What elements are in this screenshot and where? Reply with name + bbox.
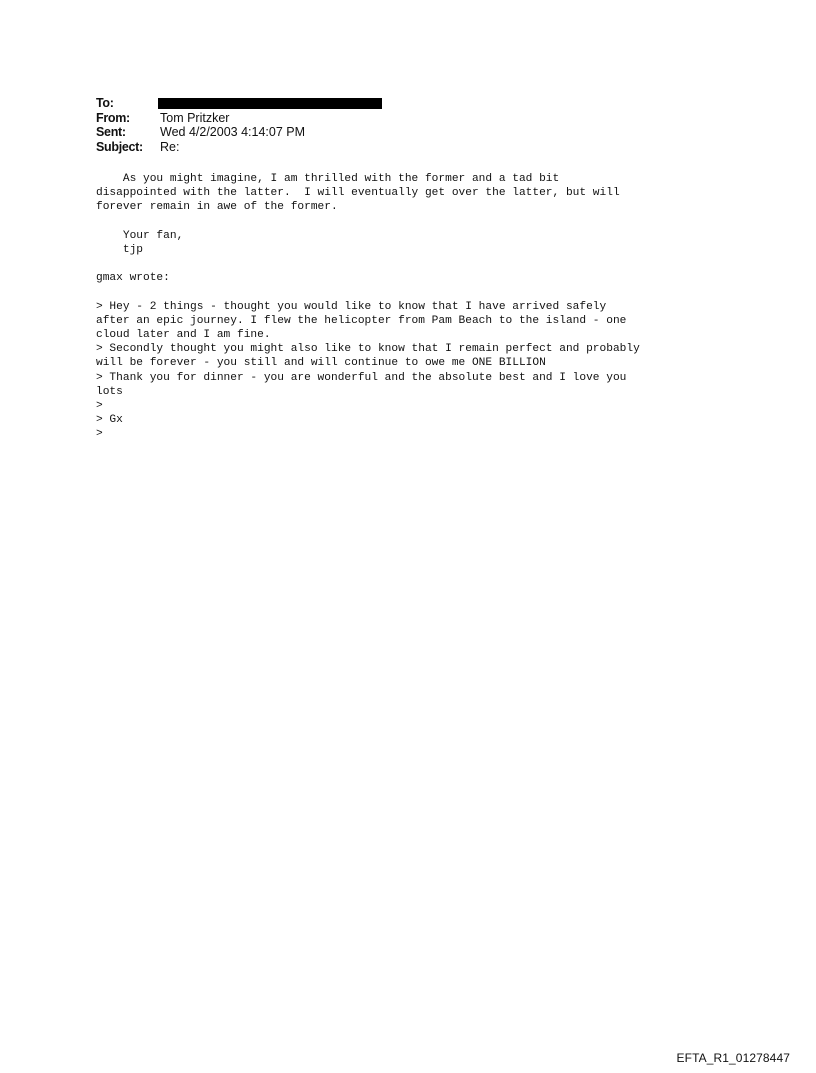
sent-row xyxy=(96,125,382,140)
email-header xyxy=(96,96,382,154)
from-row xyxy=(96,111,382,126)
to-row xyxy=(96,96,382,111)
quoted-line: lots xyxy=(96,385,123,398)
reply-line: As you might imagine, I am thrilled with the former and a tad bit xyxy=(96,173,560,185)
quoted-line: cloud later and I am fine. xyxy=(96,329,271,342)
signoff-line: Your fan, xyxy=(96,229,184,242)
quoted-line: will be forever - you still and will continue to owe me ONE BILLION xyxy=(96,357,546,370)
to-label: To: xyxy=(96,96,114,110)
document-id: EFTA_R1_01278447 xyxy=(676,1051,790,1065)
redaction-bar xyxy=(158,98,382,109)
quoted-line: > Gx xyxy=(96,414,123,427)
sent-value: Wed 4/2/2003 4:14:07 PM xyxy=(160,125,306,140)
quoted-line: > xyxy=(96,428,103,441)
quoted-line: > Secondly thought you might also like to know that I remain perfect and probably xyxy=(96,343,640,356)
blank-line xyxy=(96,215,796,229)
subject-label: Subject: xyxy=(96,139,143,154)
quoted-line: > xyxy=(96,400,103,412)
subject-row xyxy=(96,140,382,155)
quoted-line: > Hey - 2 things - thought you would like to know that I have arrived safely xyxy=(96,300,607,313)
quoted-line: > Thank you for dinner - you are wonderful and the absolute best and I love you xyxy=(96,371,627,384)
reply-line: disappointed with the latter. I will eventually get over the latter, but will xyxy=(96,187,620,200)
subject-value: Re: xyxy=(160,139,180,154)
signoff-line: tjp xyxy=(96,243,143,256)
from-label: From: xyxy=(96,110,130,125)
blank-line xyxy=(96,286,796,300)
email-body xyxy=(96,172,796,442)
sent-label: Sent: xyxy=(96,125,126,140)
blank-line xyxy=(96,257,796,271)
attribution-line: gmax wrote: xyxy=(96,272,170,285)
reply-line: forever remain in awe of the former. xyxy=(96,201,338,214)
from-value: Tom Pritzker xyxy=(160,110,230,125)
quoted-line: after an epic journey. I flew the helicopter from Pam Beach to the island - one xyxy=(96,314,627,327)
